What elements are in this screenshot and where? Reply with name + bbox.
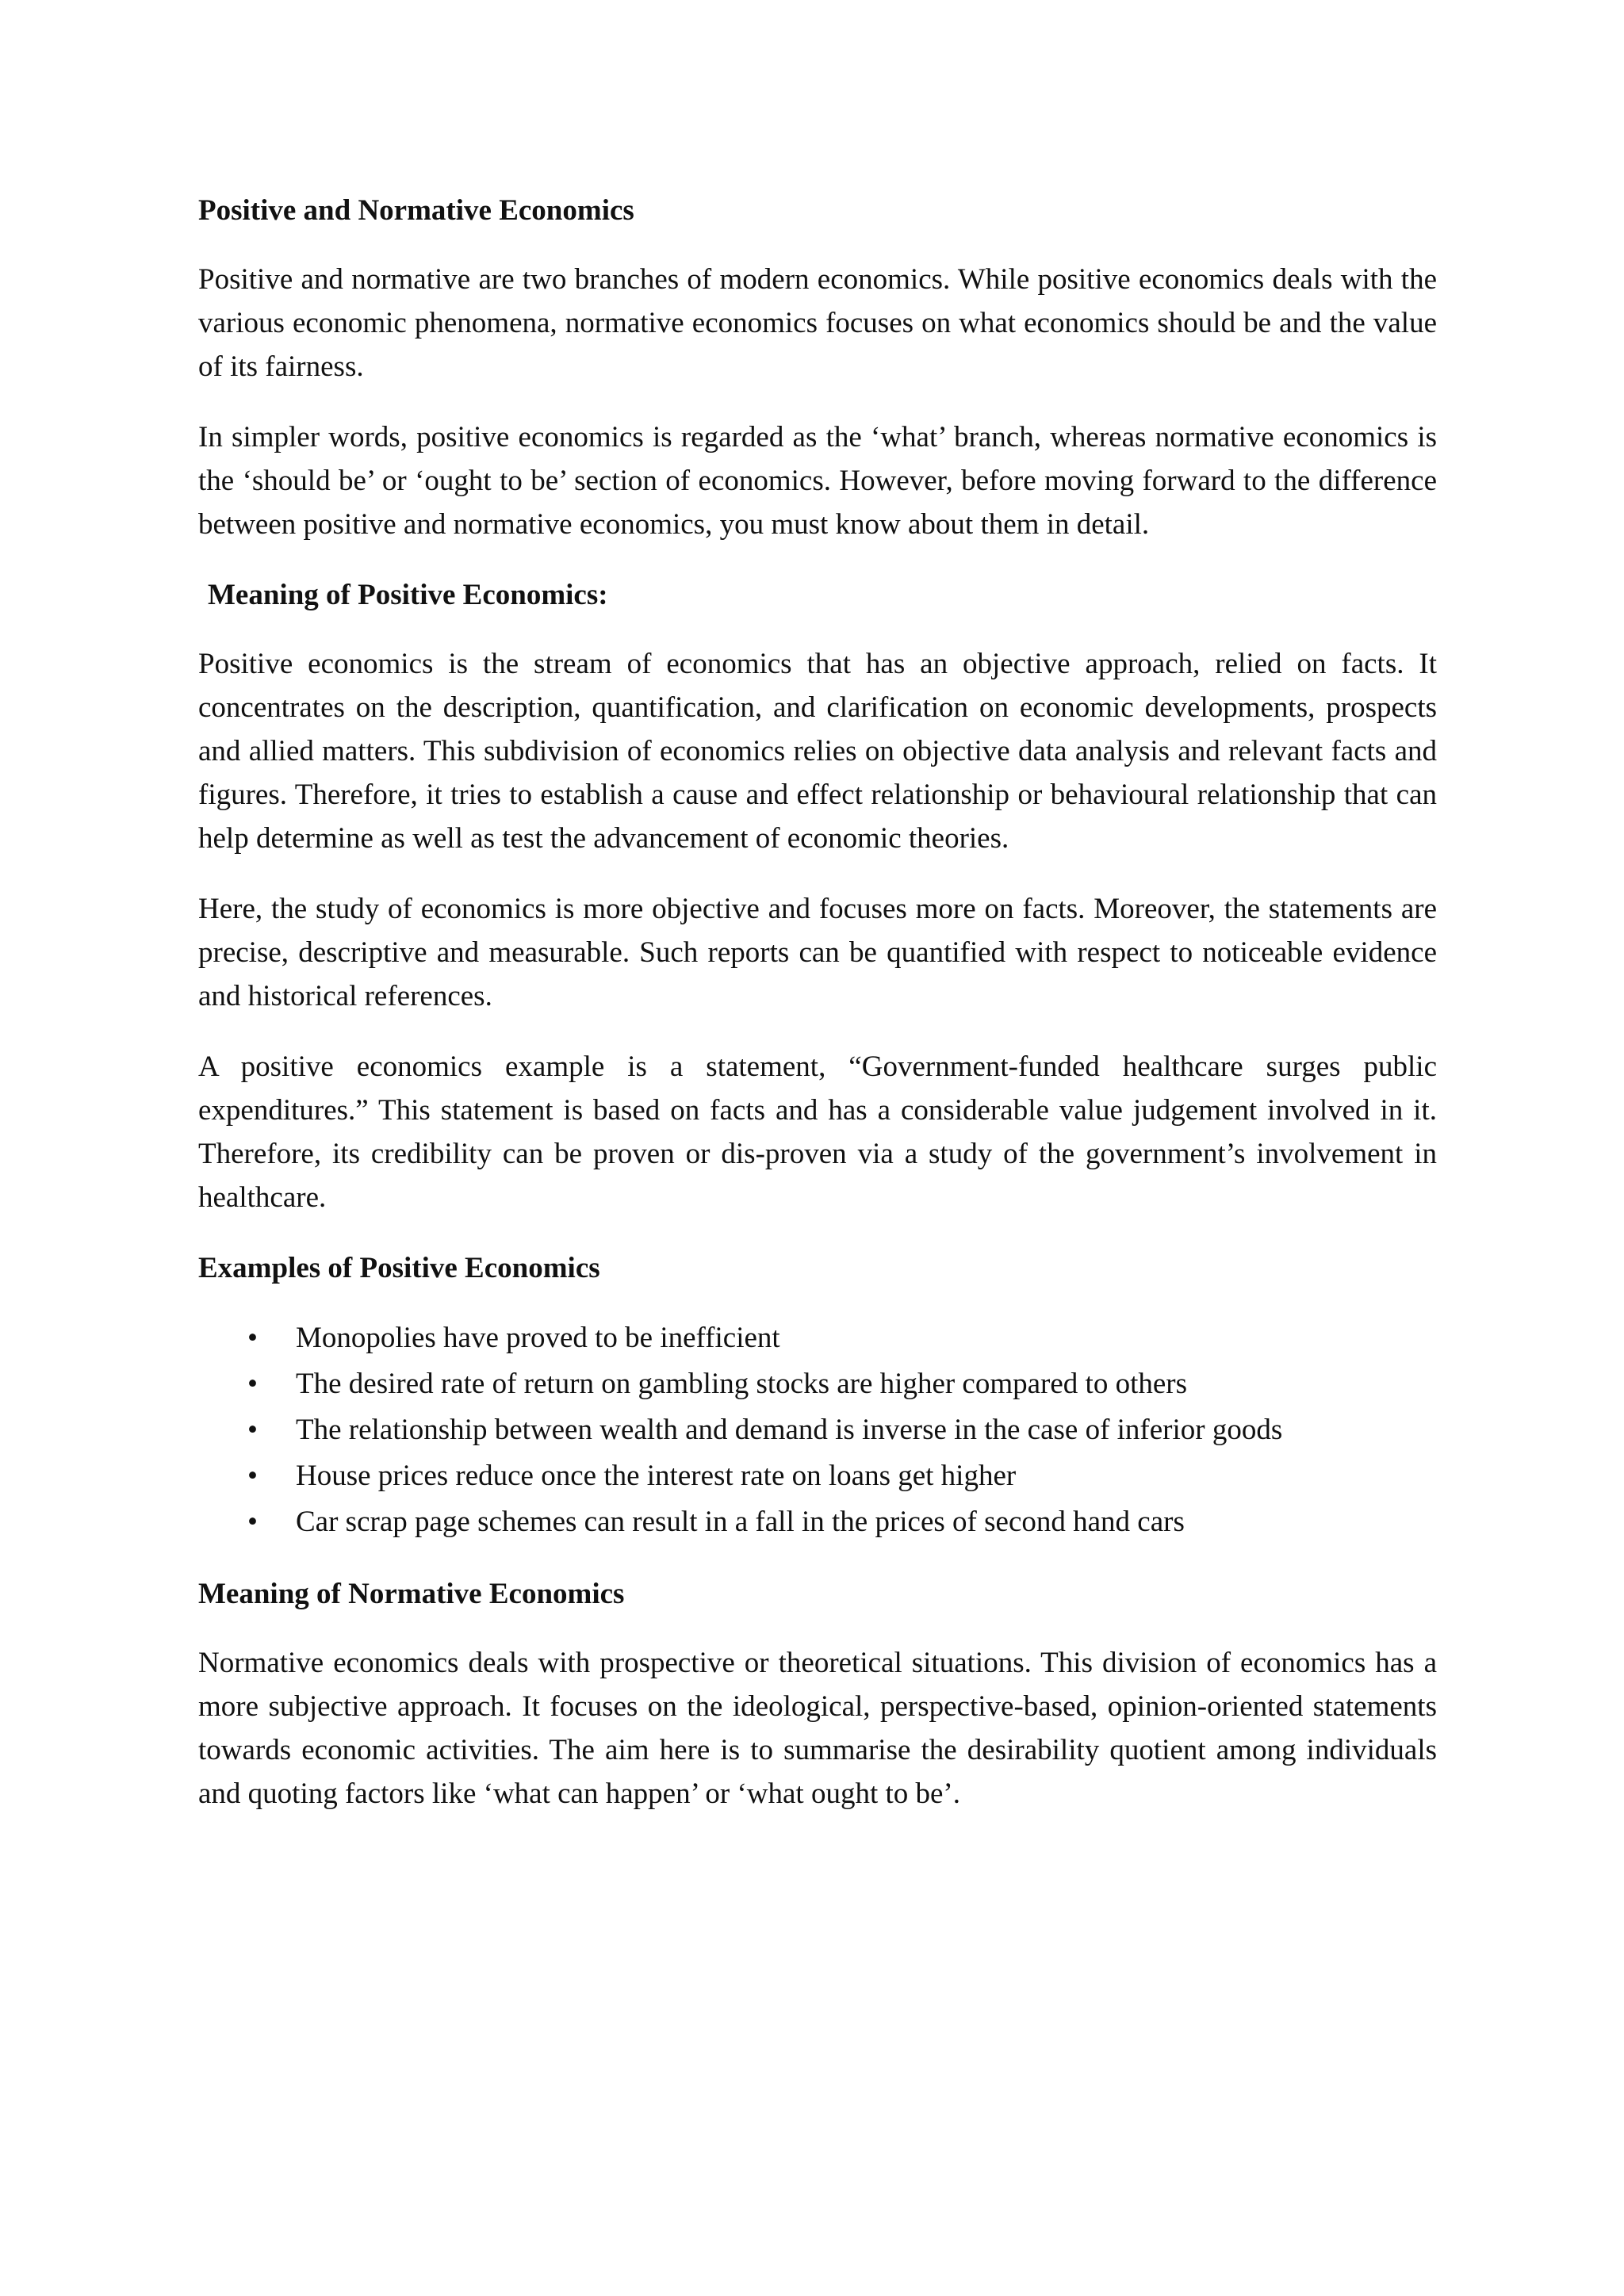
positive-economics-heading: Meaning of Positive Economics: bbox=[208, 579, 608, 611]
list-item-text: The relationship between wealth and demand is inverse in the case of inferior goods bbox=[296, 1414, 1283, 1446]
list-item-text: House prices reduce once the interest rate on loans get higher bbox=[296, 1460, 1017, 1492]
list-item-text: Monopolies have proved to be inefficient bbox=[296, 1322, 780, 1354]
bullet-icon: • bbox=[247, 1414, 258, 1446]
normative-economics-heading: Meaning of Normative Economics bbox=[198, 1578, 625, 1610]
list-item bbox=[198, 1315, 1437, 1361]
list-item bbox=[198, 1407, 1437, 1453]
bullet-icon: • bbox=[247, 1368, 258, 1400]
positive-paragraph-3: A positive economics example is a statement, “Government-funded healthcare surges public expenditures.” This statement is based on facts and has a considerable value judgement involved in it. Therefore, its credibility can be proven or dis-proven via a study of the government’s involvement in healthcare. bbox=[198, 1050, 1437, 1214]
list-item-text: The desired rate of return on gambling stocks are higher compared to others bbox=[296, 1368, 1188, 1400]
list-item-text: Car scrap page schemes can result in a fall in the prices of second hand cars bbox=[296, 1506, 1185, 1538]
positive-paragraph-1: Positive economics is the stream of economics that has an objective approach, relied on facts. It concentrates on the description, quantification, and clarification on economic developments, prospects and allied matters. This subdivision of economics relies on objective data analysis and relevant facts and figures. Therefore, it tries to establish a cause and effect relationship or behavioural relationship that can help determine as well as test the advancement of economic theories. bbox=[198, 648, 1437, 855]
document-page bbox=[198, 189, 1437, 1843]
list-item bbox=[198, 1453, 1437, 1499]
intro-paragraph-2: In simpler words, positive economics is regarded as the ‘what’ branch, whereas normative economics is the ‘should be’ or ‘ought to be’ section of economics. However, before moving forward to the difference between positive and normative economics, you must know about them in detail. bbox=[198, 421, 1437, 541]
positive-paragraph-2: Here, the study of economics is more objective and focuses more on facts. Moreover, the statements are precise, descriptive and measurable. Such reports can be quantified with respect to noticeable evidence and historical references. bbox=[198, 893, 1437, 1012]
bullet-icon: • bbox=[247, 1460, 258, 1492]
normative-paragraph: Normative economics deals with prospective or theoretical situations. This division of economics has a more subjective approach. It focuses on the ideological, perspective-based, opinion-oriented statements towards economic activities. The aim here is to summarise the desirability quotient among individuals and quoting factors like ‘what can happen’ or ‘what ought to be’. bbox=[198, 1647, 1437, 1810]
examples-list bbox=[198, 1315, 1437, 1545]
bullet-icon: • bbox=[247, 1322, 258, 1354]
intro-paragraph-1: Positive and normative are two branches of modern economics. While positive economics deals with the various economic phenomena, normative economics focuses on what economics should be and the value of its fairness. bbox=[198, 263, 1437, 383]
bullet-icon: • bbox=[247, 1506, 258, 1538]
list-item bbox=[198, 1499, 1437, 1545]
examples-heading: Examples of Positive Economics bbox=[198, 1252, 600, 1284]
list-item bbox=[198, 1361, 1437, 1407]
document-title: Positive and Normative Economics bbox=[198, 194, 634, 227]
